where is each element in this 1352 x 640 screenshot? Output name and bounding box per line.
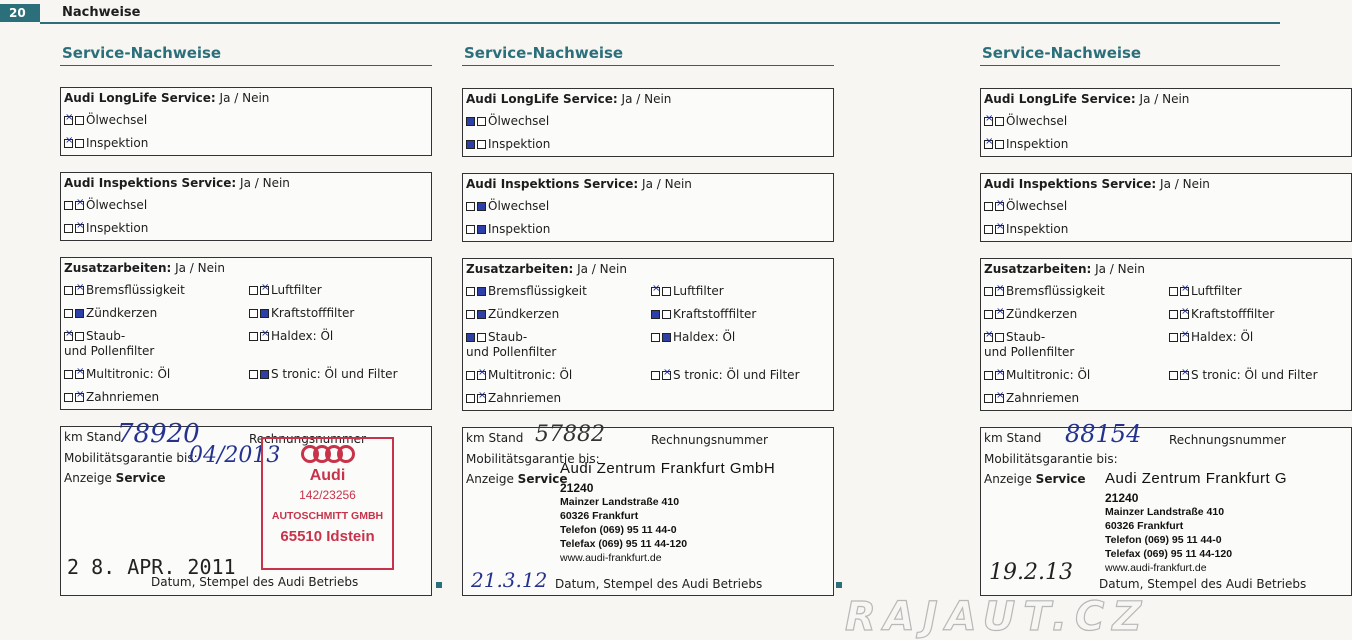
checkbox[interactable] [984, 117, 993, 126]
inspektion-label: Inspektion [1006, 222, 1069, 236]
checkbox[interactable] [64, 116, 73, 125]
luftfilter-row [1169, 284, 1242, 298]
checkbox[interactable] [466, 394, 475, 403]
stamp-line: AUTOSCHMITT GMBH [271, 510, 384, 522]
luftfilter-row [651, 284, 724, 298]
longlife-label: Audi LongLife Service: [64, 91, 216, 105]
checkbox[interactable] [477, 394, 486, 403]
datum-label: Datum, Stempel des Audi Betriebs [151, 575, 359, 589]
oelwechsel-row [984, 114, 1067, 128]
checkbox[interactable] [995, 394, 1004, 403]
mobilitaet-label: Mobilitätsgarantie bis: [466, 452, 600, 466]
haldex-label: Haldex: Öl [271, 329, 334, 343]
checkbox[interactable] [1180, 287, 1189, 296]
inspektion-label: Inspektion [488, 137, 551, 151]
luftfilter-label: Luftfilter [271, 283, 322, 297]
bremsfluessigkeit-row [64, 283, 185, 297]
ja-nein: Ja / Nein [1091, 262, 1145, 276]
inspektions-box [462, 173, 834, 242]
checkbox[interactable] [260, 370, 269, 379]
kraftstofffilter-label: Kraftstofffilter [271, 306, 355, 320]
checkbox[interactable] [984, 140, 993, 149]
kraftstofffilter-row [1169, 307, 1274, 321]
haldex-row [651, 330, 735, 344]
stronic-row [651, 368, 800, 382]
zahnriemen-row [984, 391, 1079, 405]
stamp-name: Audi Zentrum Frankfurt G [1105, 470, 1288, 487]
checkbox[interactable] [662, 287, 671, 296]
stamp-line: Audi [309, 467, 346, 484]
oelwechsel-row [984, 199, 1067, 213]
watermark: RAJAUT.CZ [845, 594, 1150, 640]
kraftstofffilter-row [651, 307, 756, 321]
column-rule [462, 65, 834, 66]
checkbox[interactable] [651, 287, 660, 296]
checkbox[interactable] [64, 370, 73, 379]
checkbox[interactable] [984, 310, 993, 319]
inspektions-label: Audi Inspektions Service: [64, 176, 237, 190]
anzeige-label: Anzeige Service [466, 472, 568, 486]
haldex-row [249, 329, 333, 343]
multitronic-label: Multitronic: Öl [86, 367, 171, 381]
checkbox[interactable] [1169, 287, 1178, 296]
oelwechsel-label: Ölwechsel [488, 114, 550, 128]
checkbox[interactable] [64, 139, 73, 148]
stamp-city: 60326 Frankfurt [1105, 520, 1184, 532]
zusatz-label: Zusatzarbeiten: [466, 262, 574, 276]
rechnungsnummer-label: Rechnungsnummer [1169, 433, 1286, 447]
checkbox[interactable] [64, 393, 73, 402]
checkbox[interactable] [651, 371, 660, 380]
audi-rings-logo [263, 445, 392, 463]
column-title: Service-Nachweise [62, 44, 222, 62]
inspektion-row [466, 137, 550, 151]
longlife-label: Audi LongLife Service: [466, 92, 618, 106]
anzeige-label: Anzeige Service [64, 471, 166, 485]
zusatz-label: Zusatzarbeiten: [64, 261, 172, 275]
oelwechsel-row [466, 199, 549, 213]
bremsfluessigkeit-label: Bremsflüssigkeit [86, 283, 185, 297]
checkbox[interactable] [995, 117, 1004, 126]
oelwechsel-row [466, 114, 549, 128]
kraftstofffilter-label: Kraftstofffilter [1191, 307, 1275, 321]
checkbox[interactable] [75, 139, 84, 148]
zuendkerzen-row [64, 306, 157, 320]
kraftstofffilter-label: Kraftstofffilter [673, 307, 757, 321]
oelwechsel-row [64, 113, 147, 127]
date-handwritten: 21.3.12 [471, 568, 548, 592]
checkbox[interactable] [466, 371, 475, 380]
km-stand-label: km Stand [984, 431, 1042, 445]
checkbox[interactable] [984, 225, 993, 234]
zuendkerzen-label: Zündkerzen [86, 306, 158, 320]
zusatz-label: Zusatzarbeiten: [984, 262, 1092, 276]
oelwechsel-row [64, 198, 147, 212]
zusatz-box [60, 257, 432, 410]
checkbox[interactable] [466, 287, 475, 296]
inspektions-label: Audi Inspektions Service: [984, 177, 1157, 191]
longlife-box [980, 88, 1352, 157]
end-marker [836, 582, 842, 588]
checkbox[interactable] [260, 286, 269, 295]
multitronic-label: Multitronic: Öl [488, 368, 573, 382]
multitronic-label: Multitronic: Öl [1006, 368, 1091, 382]
checkbox[interactable] [1169, 310, 1178, 319]
inspektion-row [64, 136, 148, 150]
checkbox[interactable] [249, 370, 258, 379]
stamp-street: Mainzer Landstraße 410 [560, 496, 680, 508]
checkbox[interactable] [995, 371, 1004, 380]
anzeige-label: Anzeige Service [984, 472, 1086, 486]
checkbox[interactable] [1180, 333, 1189, 342]
checkbox[interactable] [466, 140, 475, 149]
kraftstofffilter-row [249, 306, 354, 320]
inspektion-label: Inspektion [488, 222, 551, 236]
zahnriemen-row [466, 391, 561, 405]
checkbox[interactable] [75, 332, 84, 341]
longlife-box [462, 88, 834, 157]
checkbox[interactable] [477, 140, 486, 149]
service-record-3 [980, 44, 1318, 604]
checkbox[interactable] [995, 287, 1004, 296]
checkbox[interactable] [64, 201, 73, 210]
inspektions-box [980, 173, 1352, 242]
checkbox[interactable] [75, 393, 84, 402]
stamp-web: www.audi-frankfurt.de [1105, 562, 1207, 574]
checkbox[interactable] [984, 371, 993, 380]
checkbox[interactable] [995, 225, 1004, 234]
stamp-code: 21240 [1105, 491, 1139, 505]
checkbox[interactable] [662, 310, 671, 319]
km-stamp-box [980, 420, 1352, 596]
zuendkerzen-label: Zündkerzen [1006, 307, 1078, 321]
stronic-label: S tronic: Öl und Filter [1191, 368, 1318, 382]
checkbox[interactable] [75, 309, 84, 318]
datum-label: Datum, Stempel des Audi Betriebs [1099, 577, 1307, 591]
stamp-city: 60326 Frankfurt [560, 510, 639, 522]
inspektion-label: Inspektion [1006, 137, 1069, 151]
checkbox[interactable] [466, 333, 475, 342]
checkbox[interactable] [466, 202, 475, 211]
checkbox[interactable] [260, 332, 269, 341]
checkbox[interactable] [64, 332, 73, 341]
zuendkerzen-row [984, 307, 1077, 321]
haldex-label: Haldex: Öl [673, 330, 736, 344]
checkbox[interactable] [995, 140, 1004, 149]
checkbox[interactable] [477, 333, 486, 342]
staub-row [64, 329, 125, 343]
checkbox[interactable] [651, 310, 660, 319]
oelwechsel-label: Ölwechsel [1006, 114, 1068, 128]
luftfilter-row [249, 283, 322, 297]
ja-nein: Ja / Nein [236, 176, 290, 190]
checkbox[interactable] [477, 287, 486, 296]
checkbox[interactable] [1180, 371, 1189, 380]
ja-nein: Ja / Nein [617, 92, 672, 106]
pollenfilter-label: und Pollenfilter [984, 345, 1075, 359]
rechnungsnummer-label: Rechnungsnummer [651, 433, 768, 447]
date-stamp: 2 8. APR. 2011 [67, 555, 236, 579]
staub-row [466, 330, 527, 344]
checkbox[interactable] [995, 310, 1004, 319]
section-title: Nachweise [62, 5, 141, 20]
inspektion-row [466, 222, 550, 236]
inspektions-box [60, 172, 432, 241]
checkbox[interactable] [995, 333, 1004, 342]
stamp-phone: Telefon (069) 95 11 44-0 [1105, 534, 1222, 546]
ja-nein: Ja / Nein [215, 91, 270, 105]
luftfilter-label: Luftfilter [673, 284, 724, 298]
inspektion-label: Inspektion [86, 221, 149, 235]
checkbox[interactable] [75, 224, 84, 233]
checkbox[interactable] [477, 310, 486, 319]
km-stamp-box [60, 419, 432, 596]
service-record-2 [462, 44, 834, 604]
inspektion-label: Inspektion [86, 136, 149, 150]
bremsfluessigkeit-row [984, 284, 1105, 298]
multitronic-row [466, 368, 572, 382]
longlife-box [60, 87, 432, 156]
date-handwritten: 19.2.13 [989, 560, 1073, 585]
staub-row [984, 330, 1045, 344]
checkbox[interactable] [662, 333, 671, 342]
multitronic-row [64, 367, 170, 381]
staub-label: Staub- [1006, 330, 1046, 344]
checkbox[interactable] [64, 224, 73, 233]
zahnriemen-label: Zahnriemen [488, 391, 562, 405]
checkbox[interactable] [1180, 310, 1189, 319]
ja-nein: Ja / Nein [171, 261, 225, 275]
stamp-web: www.audi-frankfurt.de [560, 552, 662, 564]
inspektion-row [984, 222, 1068, 236]
column-rule [60, 65, 432, 66]
checkbox[interactable] [75, 286, 84, 295]
stamp-phone: Telefon (069) 95 11 44-0 [560, 524, 677, 536]
dealer-stamp [1105, 470, 1287, 575]
pollenfilter-label: und Pollenfilter [466, 345, 557, 359]
checkbox[interactable] [1169, 333, 1178, 342]
zahnriemen-label: Zahnriemen [1006, 391, 1080, 405]
checkbox[interactable] [984, 287, 993, 296]
ja-nein: Ja / Nein [1135, 92, 1190, 106]
km-stand-label: km Stand [466, 431, 524, 445]
inspektion-row [64, 221, 148, 235]
checkbox[interactable] [466, 225, 475, 234]
oelwechsel-label: Ölwechsel [1006, 199, 1068, 213]
inspektion-row [984, 137, 1068, 151]
ja-nein: Ja / Nein [1156, 177, 1210, 191]
stamp-line: 65510 Idstein [280, 528, 375, 545]
checkbox[interactable] [75, 201, 84, 210]
multitronic-row [984, 368, 1090, 382]
haldex-row [1169, 330, 1253, 344]
oelwechsel-label: Ölwechsel [86, 113, 148, 127]
checkbox[interactable] [64, 286, 73, 295]
zuendkerzen-row [466, 307, 559, 321]
stronic-row [1169, 368, 1318, 382]
stamp-name: Audi Zentrum Frankfurt GmbH [560, 460, 776, 477]
mobilitaet-label: Mobilitätsgarantie bis: [984, 452, 1118, 466]
column-rule [980, 65, 1280, 66]
checkbox[interactable] [477, 371, 486, 380]
checkbox[interactable] [995, 202, 1004, 211]
ja-nein: Ja / Nein [573, 262, 627, 276]
checkbox[interactable] [651, 333, 660, 342]
column-title: Service-Nachweise [982, 44, 1142, 62]
bremsfluessigkeit-label: Bremsflüssigkeit [488, 284, 587, 298]
bremsfluessigkeit-row [466, 284, 587, 298]
mobility-handwritten: 04/2013 [189, 443, 281, 468]
staub-label: Staub- [488, 330, 528, 344]
datum-label: Datum, Stempel des Audi Betriebs [555, 577, 763, 591]
stamp-line: 142/23256 [299, 488, 356, 502]
bremsfluessigkeit-label: Bremsflüssigkeit [1006, 284, 1105, 298]
stamp-fax: Telefax (069) 95 11 44-120 [1105, 548, 1233, 560]
checkbox[interactable] [1169, 371, 1178, 380]
zusatz-box [980, 258, 1352, 411]
luftfilter-label: Luftfilter [1191, 284, 1242, 298]
page-number: 20 [0, 4, 40, 22]
zahnriemen-label: Zahnriemen [86, 390, 160, 404]
checkbox[interactable] [477, 202, 486, 211]
zusatz-box [462, 258, 834, 411]
checkbox[interactable] [249, 286, 258, 295]
km-stamp-box [462, 422, 834, 596]
km-handwritten: 78920 [117, 419, 200, 449]
header-rule [40, 22, 1280, 24]
page-header [0, 0, 1280, 26]
rechnungsnummer-label: Rechnungsnummer [249, 432, 366, 446]
checkbox[interactable] [662, 371, 671, 380]
ja-nein: Ja / Nein [638, 177, 692, 191]
checkbox[interactable] [260, 309, 269, 318]
stamp-code: 21240 [560, 481, 594, 495]
haldex-label: Haldex: Öl [1191, 330, 1254, 344]
checkbox[interactable] [984, 202, 993, 211]
stronic-label: S tronic: Öl und Filter [271, 367, 398, 381]
km-handwritten: 57882 [535, 422, 605, 447]
checkbox[interactable] [64, 309, 73, 318]
end-marker [436, 582, 442, 588]
checkbox[interactable] [477, 117, 486, 126]
checkbox[interactable] [75, 116, 84, 125]
column-title: Service-Nachweise [464, 44, 624, 62]
longlife-label: Audi LongLife Service: [984, 92, 1136, 106]
mobilitaet-label: Mobilitätsgarantie bis: [64, 451, 198, 465]
oelwechsel-label: Ölwechsel [488, 199, 550, 213]
stamp-fax: Telefax (069) 95 11 44-120 [560, 538, 688, 550]
checkbox[interactable] [984, 394, 993, 403]
km-stand-label: km Stand [64, 430, 122, 444]
stamp-street: Mainzer Landstraße 410 [1105, 506, 1225, 518]
inspektions-label: Audi Inspektions Service: [466, 177, 639, 191]
staub-label: Staub- [86, 329, 126, 343]
pollenfilter-label: und Pollenfilter [64, 344, 155, 358]
checkbox[interactable] [466, 117, 475, 126]
oelwechsel-label: Ölwechsel [86, 198, 148, 212]
service-record-1 [60, 44, 432, 604]
km-handwritten: 88154 [1065, 420, 1142, 448]
checkbox[interactable] [249, 332, 258, 341]
zahnriemen-row [64, 390, 159, 404]
stronic-label: S tronic: Öl und Filter [673, 368, 800, 382]
checkbox[interactable] [466, 310, 475, 319]
checkbox[interactable] [984, 333, 993, 342]
checkbox[interactable] [477, 225, 486, 234]
checkbox[interactable] [249, 309, 258, 318]
zuendkerzen-label: Zündkerzen [488, 307, 560, 321]
dealer-stamp [560, 460, 775, 565]
checkbox[interactable] [75, 370, 84, 379]
stronic-row [249, 367, 398, 381]
dealer-stamp-red [261, 437, 394, 570]
